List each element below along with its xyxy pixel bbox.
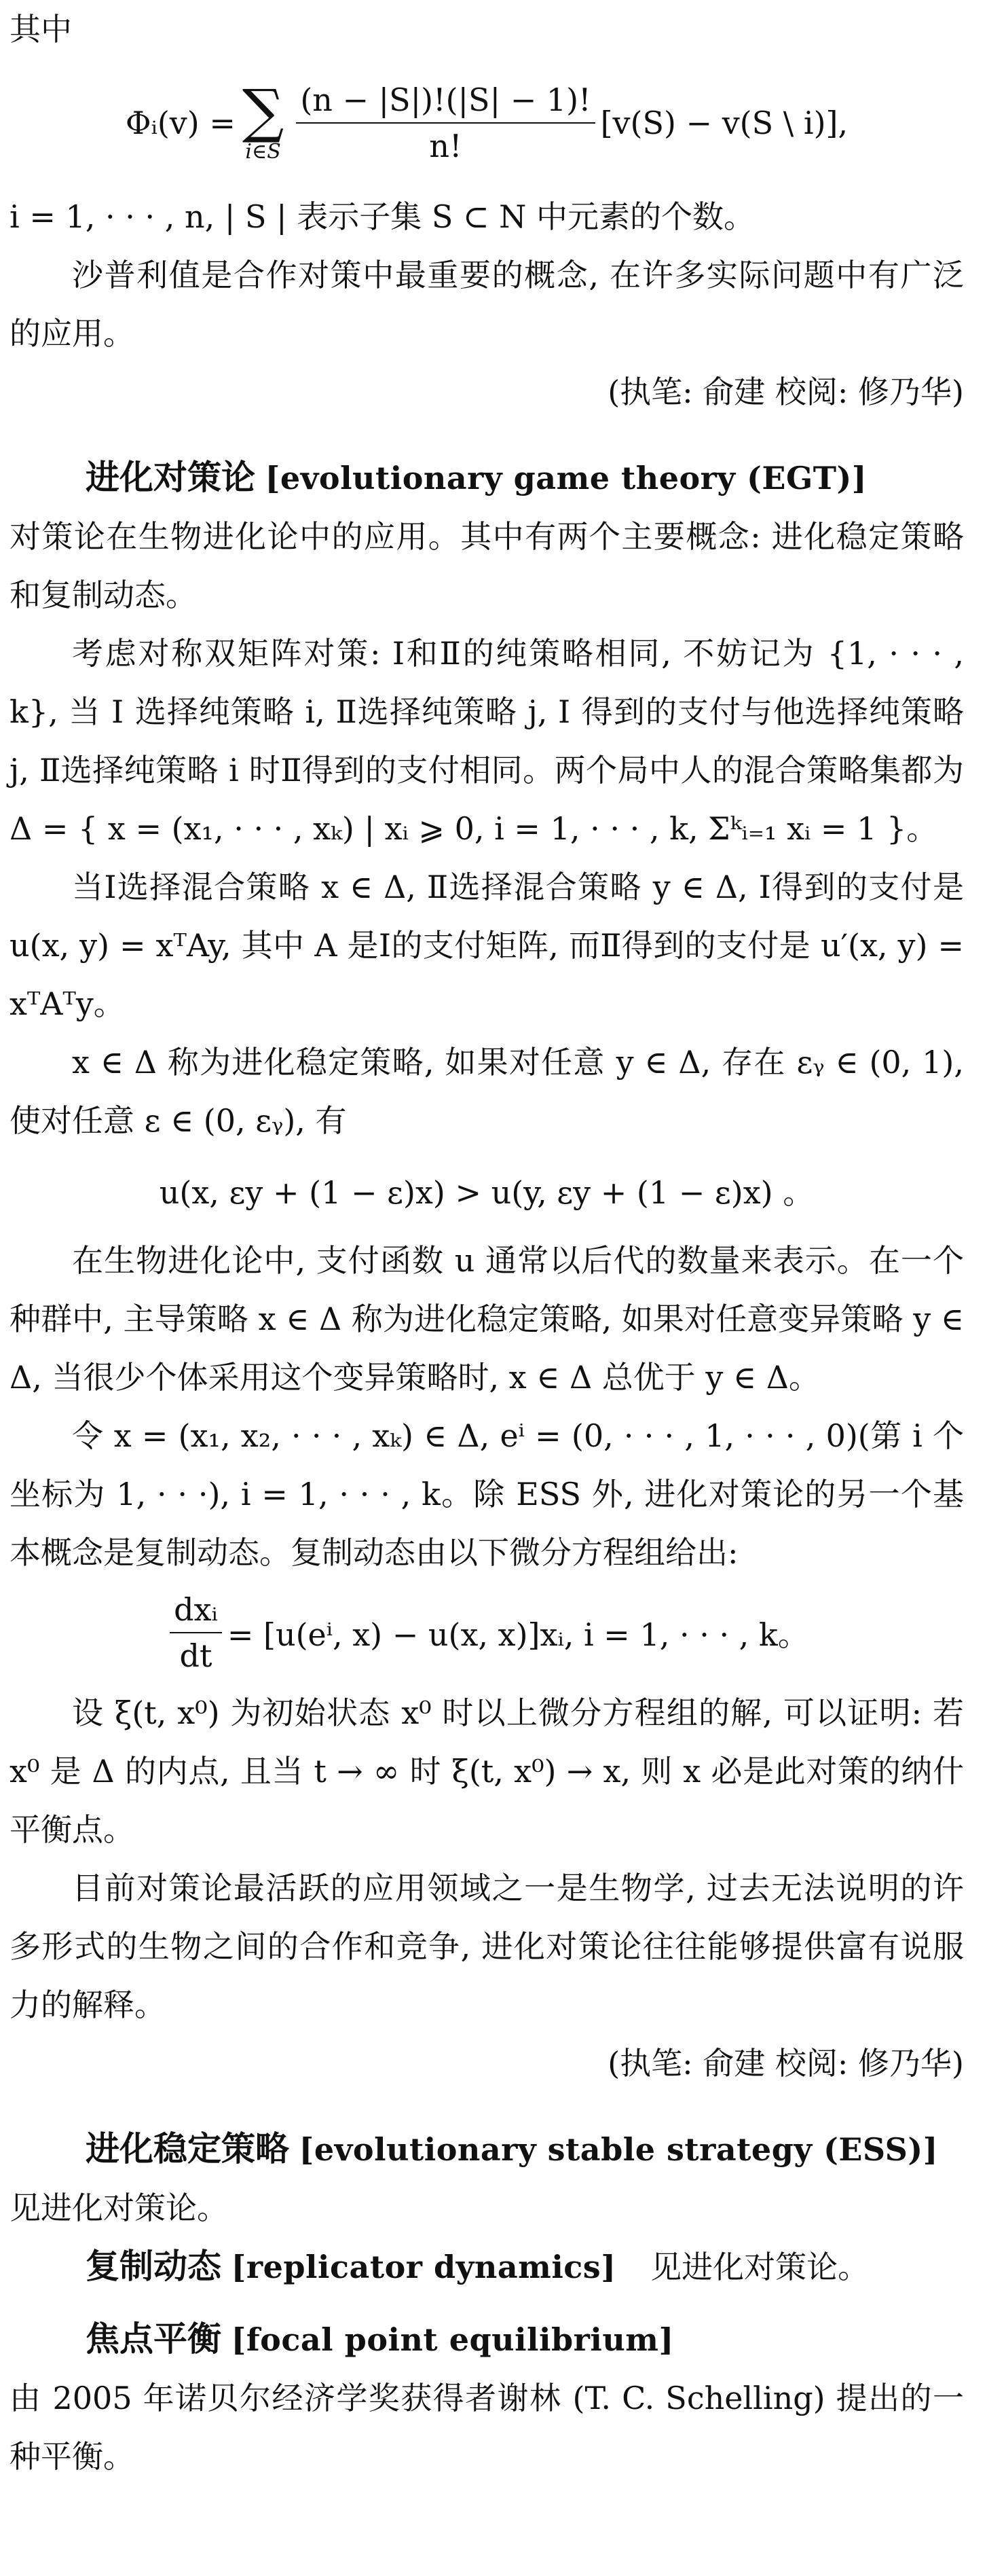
formula-text: u(x, εy + (1 − ε)x) > u(y, εy + (1 − ε)x) 。 [159, 1174, 815, 1211]
sum-subscript: i∈S [245, 140, 281, 164]
egt-paragraph-5: 令 x = (x₁, x₂, · · · , xₖ) ∈ Δ, eⁱ = (0, · · · , 1, · · · , 0)(第 i 个坐标为 1, · · ·), i = 1, · · · , k。除 ESS 外, 进化对策论的另一个基本概念是复制动态。复制动态由以下微分方程组给出: [10, 1417, 964, 1571]
entry-heading-ess [10, 2120, 964, 2179]
term-en: [replicator dynamics] [231, 2249, 616, 2285]
formula-rhs: [v(S) − v(S \ i)], [600, 105, 849, 141]
term-cn: 进化稳定策略 [86, 2129, 289, 2169]
intro-text: 其中 [10, 11, 72, 48]
egt-paragraph-7: 目前对策论最活跃的应用领域之一是生物学, 过去无法说明的许多形式的生物之间的合作和竞争, 进化对策论往往能够提供富有说服力的解释。 [10, 1870, 964, 2023]
term-en: [evolutionary stable strategy (ESS)] [299, 2131, 938, 2168]
entry-heading-fpe [10, 2310, 964, 2369]
shapley-importance: 沙普利值是合作对策中最重要的概念, 在许多实际问题中有广泛的应用。 [10, 257, 964, 352]
egt-definition: 对策论在生物进化论中的应用。其中有两个主要概念: 进化稳定策略和复制动态。 [10, 518, 964, 613]
see-reference: 见进化对策论。 [10, 2190, 228, 2226]
formula-lhs: Φᵢ(v) = [125, 105, 236, 141]
derivative-numerator: dxᵢ [170, 1590, 222, 1633]
derivative-denominator: dt [179, 1637, 212, 1674]
credit-line: (执笔: 俞建 校阅: 修乃华) [608, 374, 964, 410]
credit-line: (执笔: 俞建 校阅: 修乃华) [608, 2045, 964, 2082]
set-size-note: i = 1, · · · , n, | S | 表示子集 S ⊂ N 中元素的个数。 [10, 198, 756, 235]
fraction-numerator: (n − |S|)!(|S| − 1)! [296, 80, 595, 124]
formula-fraction [296, 80, 595, 166]
term-cn: 复制动态 [86, 2247, 221, 2286]
term-en: [evolutionary game theory (EGT)] [265, 460, 868, 496]
ess-inequality [10, 1150, 964, 1231]
equation-rhs: = [u(eⁱ, x) − u(x, x)]xᵢ, i = 1, · · · , k。 [227, 1616, 809, 1653]
term-cn: 进化对策论 [86, 458, 255, 497]
replicator-equation [10, 1582, 964, 1684]
fraction-denominator: n! [429, 128, 462, 164]
entry-heading-rd [10, 2237, 964, 2296]
egt-paragraph-3: x ∈ Δ 称为进化稳定策略, 如果对任意 y ∈ Δ, 存在 εᵧ ∈ (0, 1), 使对任意 ε ∈ (0, εᵧ), 有 [10, 1044, 964, 1139]
fpe-definition: 由 2005 年诺贝尔经济学奖获得者谢林 (T. C. Schelling) 提出的一种平衡。 [10, 2380, 964, 2475]
sum-operator: ∑ i∈S [242, 77, 284, 164]
term-cn: 焦点平衡 [86, 2319, 221, 2359]
derivative-fraction [170, 1590, 222, 1675]
egt-paragraph-4: 在生物进化论中, 支付函数 u 通常以后代的数量来表示。在一个种群中, 主导策略 x ∈ Δ 称为进化稳定策略, 如果对任意变异策略 y ∈ Δ, 当很少个体采用这个变异策略时, x ∈ Δ 总优于 y ∈ Δ。 [10, 1242, 964, 1396]
egt-paragraph-6: 设 ξ(t, x⁰) 为初始状态 x⁰ 时以上微分方程组的解, 可以证明: 若 x⁰ 是 Δ 的内点, 且当 t → ∞ 时 ξ(t, x⁰) → x, 则 x 必是此对策的纳什平衡点。 [10, 1694, 964, 1848]
entry-heading-egt [10, 448, 964, 507]
egt-paragraph-1: 考虑对称双矩阵对策: Ⅰ和Ⅱ的纯策略相同, 不妨记为 {1, · · · , k}, 当 Ⅰ 选择纯策略 i, Ⅱ选择纯策略 j, Ⅰ 得到的支付与他选择纯策略 j, Ⅱ选择纯策略 i 时Ⅱ得到的支付相同。两个局中人的混合策略集都为 Δ = { x = (x₁, · · · , xₖ) | xᵢ ⩾ 0, i = 1, · · · , k, Σᵏᵢ₌₁ xᵢ = 1 }。 [10, 635, 964, 847]
egt-paragraph-2: 当Ⅰ选择混合策略 x ∈ Δ, Ⅱ选择混合策略 y ∈ Δ, Ⅰ得到的支付是 u(x, y) = xᵀAy, 其中 A 是Ⅰ的支付矩阵, 而Ⅱ得到的支付是 u′(x, y) = xᵀAᵀy。 [10, 869, 964, 1022]
see-reference: 见进化对策论。 [650, 2249, 870, 2285]
term-en: [focal point equilibrium] [231, 2321, 674, 2358]
document-page [10, 0, 964, 2486]
shapley-formula [10, 58, 964, 187]
